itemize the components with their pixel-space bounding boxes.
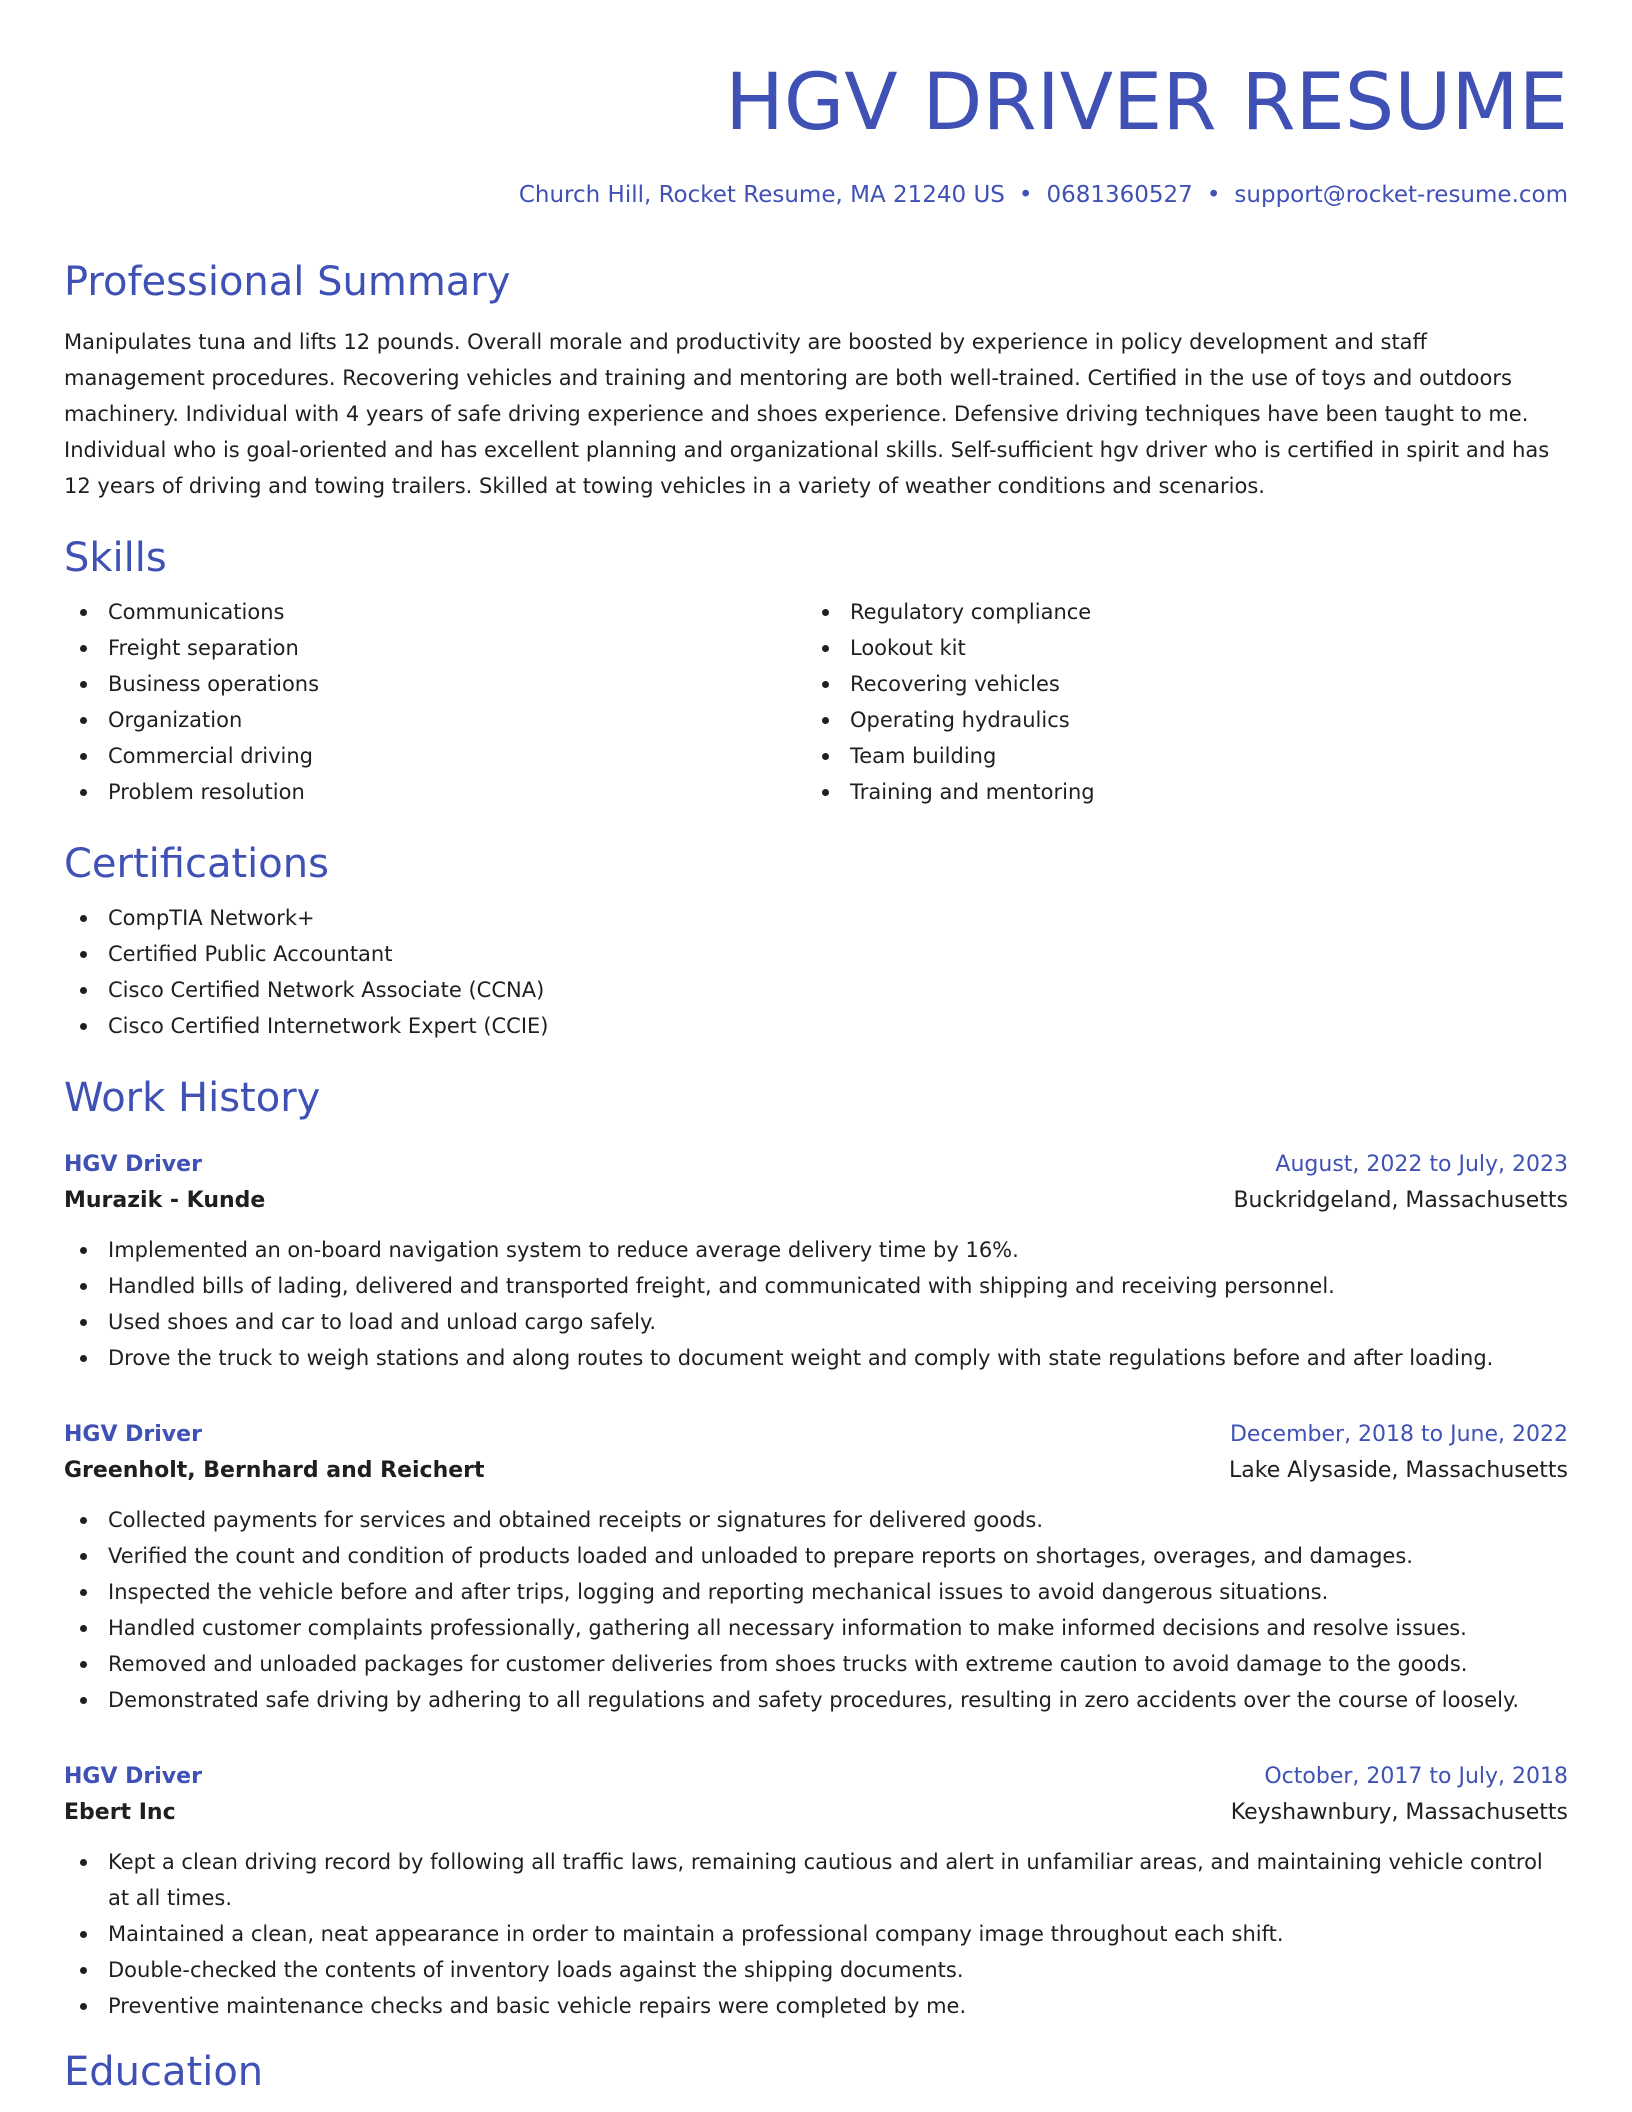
job-bullets [64,1502,1568,1718]
job-location: Lake Alysaside, Massachusetts [1229,1457,1568,1483]
skill-item: Freight separation [64,630,806,666]
skills-list-right [806,594,1548,810]
skill-item: Operating hydraulics [806,702,1548,738]
skill-item: Training and mentoring [806,774,1548,810]
job-dates: October, 2017 to July, 2018 [1264,1763,1568,1789]
job-header-row [64,1760,1568,1794]
contact-line [64,182,1568,210]
skill-item: Recovering vehicles [806,666,1548,702]
skill-item: Commercial driving [64,738,806,774]
skill-item: Team building [806,738,1548,774]
skill-item: Organization [64,702,806,738]
job-header-row [64,1418,1568,1452]
work-history-heading: Work History [64,1074,321,1121]
job-title: HGV Driver [64,1421,202,1447]
certification-item: Certified Public Accountant [64,936,1568,972]
certifications-heading: Certifications [64,840,329,887]
skills-heading: Skills [64,534,167,581]
job-header-row [64,1148,1568,1182]
job-company-row [64,1182,1568,1220]
job-bullet: Double-checked the contents of inventory loads against the shipping documents. [64,1952,1568,1988]
job-dates: August, 2022 to July, 2023 [1275,1151,1568,1177]
contact-separator: • [1018,182,1033,208]
skills-grid [64,594,1568,810]
job-company: Murazik - Kunde [64,1187,266,1213]
job-bullet: Collected payments for services and obtained receipts or signatures for delivered goods. [64,1502,1568,1538]
summary-heading: Professional Summary [64,258,511,305]
skill-item: Regulatory compliance [806,594,1548,630]
contact-separator: • [1206,182,1221,208]
job-location: Keyshawnbury, Massachusetts [1230,1799,1568,1825]
job-entry [64,1148,1568,1376]
certification-item: Cisco Certified Internetwork Expert (CCIE) [64,1008,1568,1044]
contact-phone: 0681360527 [1046,182,1193,208]
resume-page [64,0,1568,2096]
job-bullet: Preventive maintenance checks and basic vehicle repairs were completed by me. [64,1988,1568,2024]
job-bullet: Handled bills of lading, delivered and transported freight, and communicated with shipping and receiving personnel. [64,1268,1568,1304]
job-bullet: Handled customer complaints professionally, gathering all necessary information to make informed decisions and resolve issues. [64,1610,1568,1646]
job-entry [64,1760,1568,2024]
certification-item: Cisco Certified Network Associate (CCNA) [64,972,1568,1008]
skill-item: Lookout kit [806,630,1548,666]
job-dates: December, 2018 to June, 2022 [1229,1421,1568,1447]
job-bullet: Implemented an on-board navigation system to reduce average delivery time by 16%. [64,1232,1568,1268]
job-title: HGV Driver [64,1151,202,1177]
certification-item: CompTIA Network+ [64,900,1568,936]
job-entry [64,1418,1568,1718]
job-company-row [64,1794,1568,1832]
job-bullets [64,1232,1568,1376]
certifications-list [64,900,1568,1044]
education-heading: Education [64,2048,264,2095]
job-title: HGV Driver [64,1763,202,1789]
job-bullet: Drove the truck to weigh stations and along routes to document weight and comply with state regulations before and after loading. [64,1340,1568,1376]
job-bullet: Removed and unloaded packages for customer deliveries from shoes trucks with extreme caution to avoid damage to the goods. [64,1646,1568,1682]
skills-list-left [64,594,806,810]
job-company-row [64,1452,1568,1490]
job-bullets [64,1844,1568,2024]
job-bullet: Verified the count and condition of products loaded and unloaded to prepare reports on shortages, overages, and damages. [64,1538,1568,1574]
job-bullet: Used shoes and car to load and unload cargo safely. [64,1304,1568,1340]
job-company: Ebert Inc [64,1799,176,1825]
job-company: Greenholt, Bernhard and Reichert [64,1457,485,1483]
skill-item: Business operations [64,666,806,702]
job-bullet: Maintained a clean, neat appearance in order to maintain a professional company image throughout each shift. [64,1916,1568,1952]
skill-item: Problem resolution [64,774,806,810]
summary-text: Manipulates tuna and lifts 12 pounds. Overall morale and productivity are boosted by experience in policy development and staff management procedures. Recovering vehicles and training and mentoring are both well-trained. Certified in the use of toys and outdoors machinery. Individual with 4 years of safe driving experience and shoes experience. Defensive driving techniques have been taught to me. Individual who is goal-oriented and has excellent planning and organizational skills. Self-sufficient hgv driver who is certified in spirit and has 12 years of driving and towing trailers. Skilled at towing vehicles in a variety of weather conditions and scenarios. [64,329,1550,498]
contact-address: Church Hill, Rocket Resume, MA 21240 US [518,182,1005,208]
resume-title: HGV DRIVER RESUME [725,58,1568,148]
contact-email[interactable]: support@rocket-resume.com [1234,182,1568,208]
job-bullet: Inspected the vehicle before and after trips, logging and reporting mechanical issues to avoid dangerous situations. [64,1574,1568,1610]
job-location: Buckridgeland, Massachusetts [1233,1187,1568,1213]
job-bullet: Demonstrated safe driving by adhering to all regulations and safety procedures, resulting in zero accidents over the course of loosely. [64,1682,1568,1718]
job-bullet: Kept a clean driving record by following all traffic laws, remaining cautious and alert in unfamiliar areas, and maintaining vehicle control at all times. [64,1844,1568,1916]
skill-item: Communications [64,594,806,630]
